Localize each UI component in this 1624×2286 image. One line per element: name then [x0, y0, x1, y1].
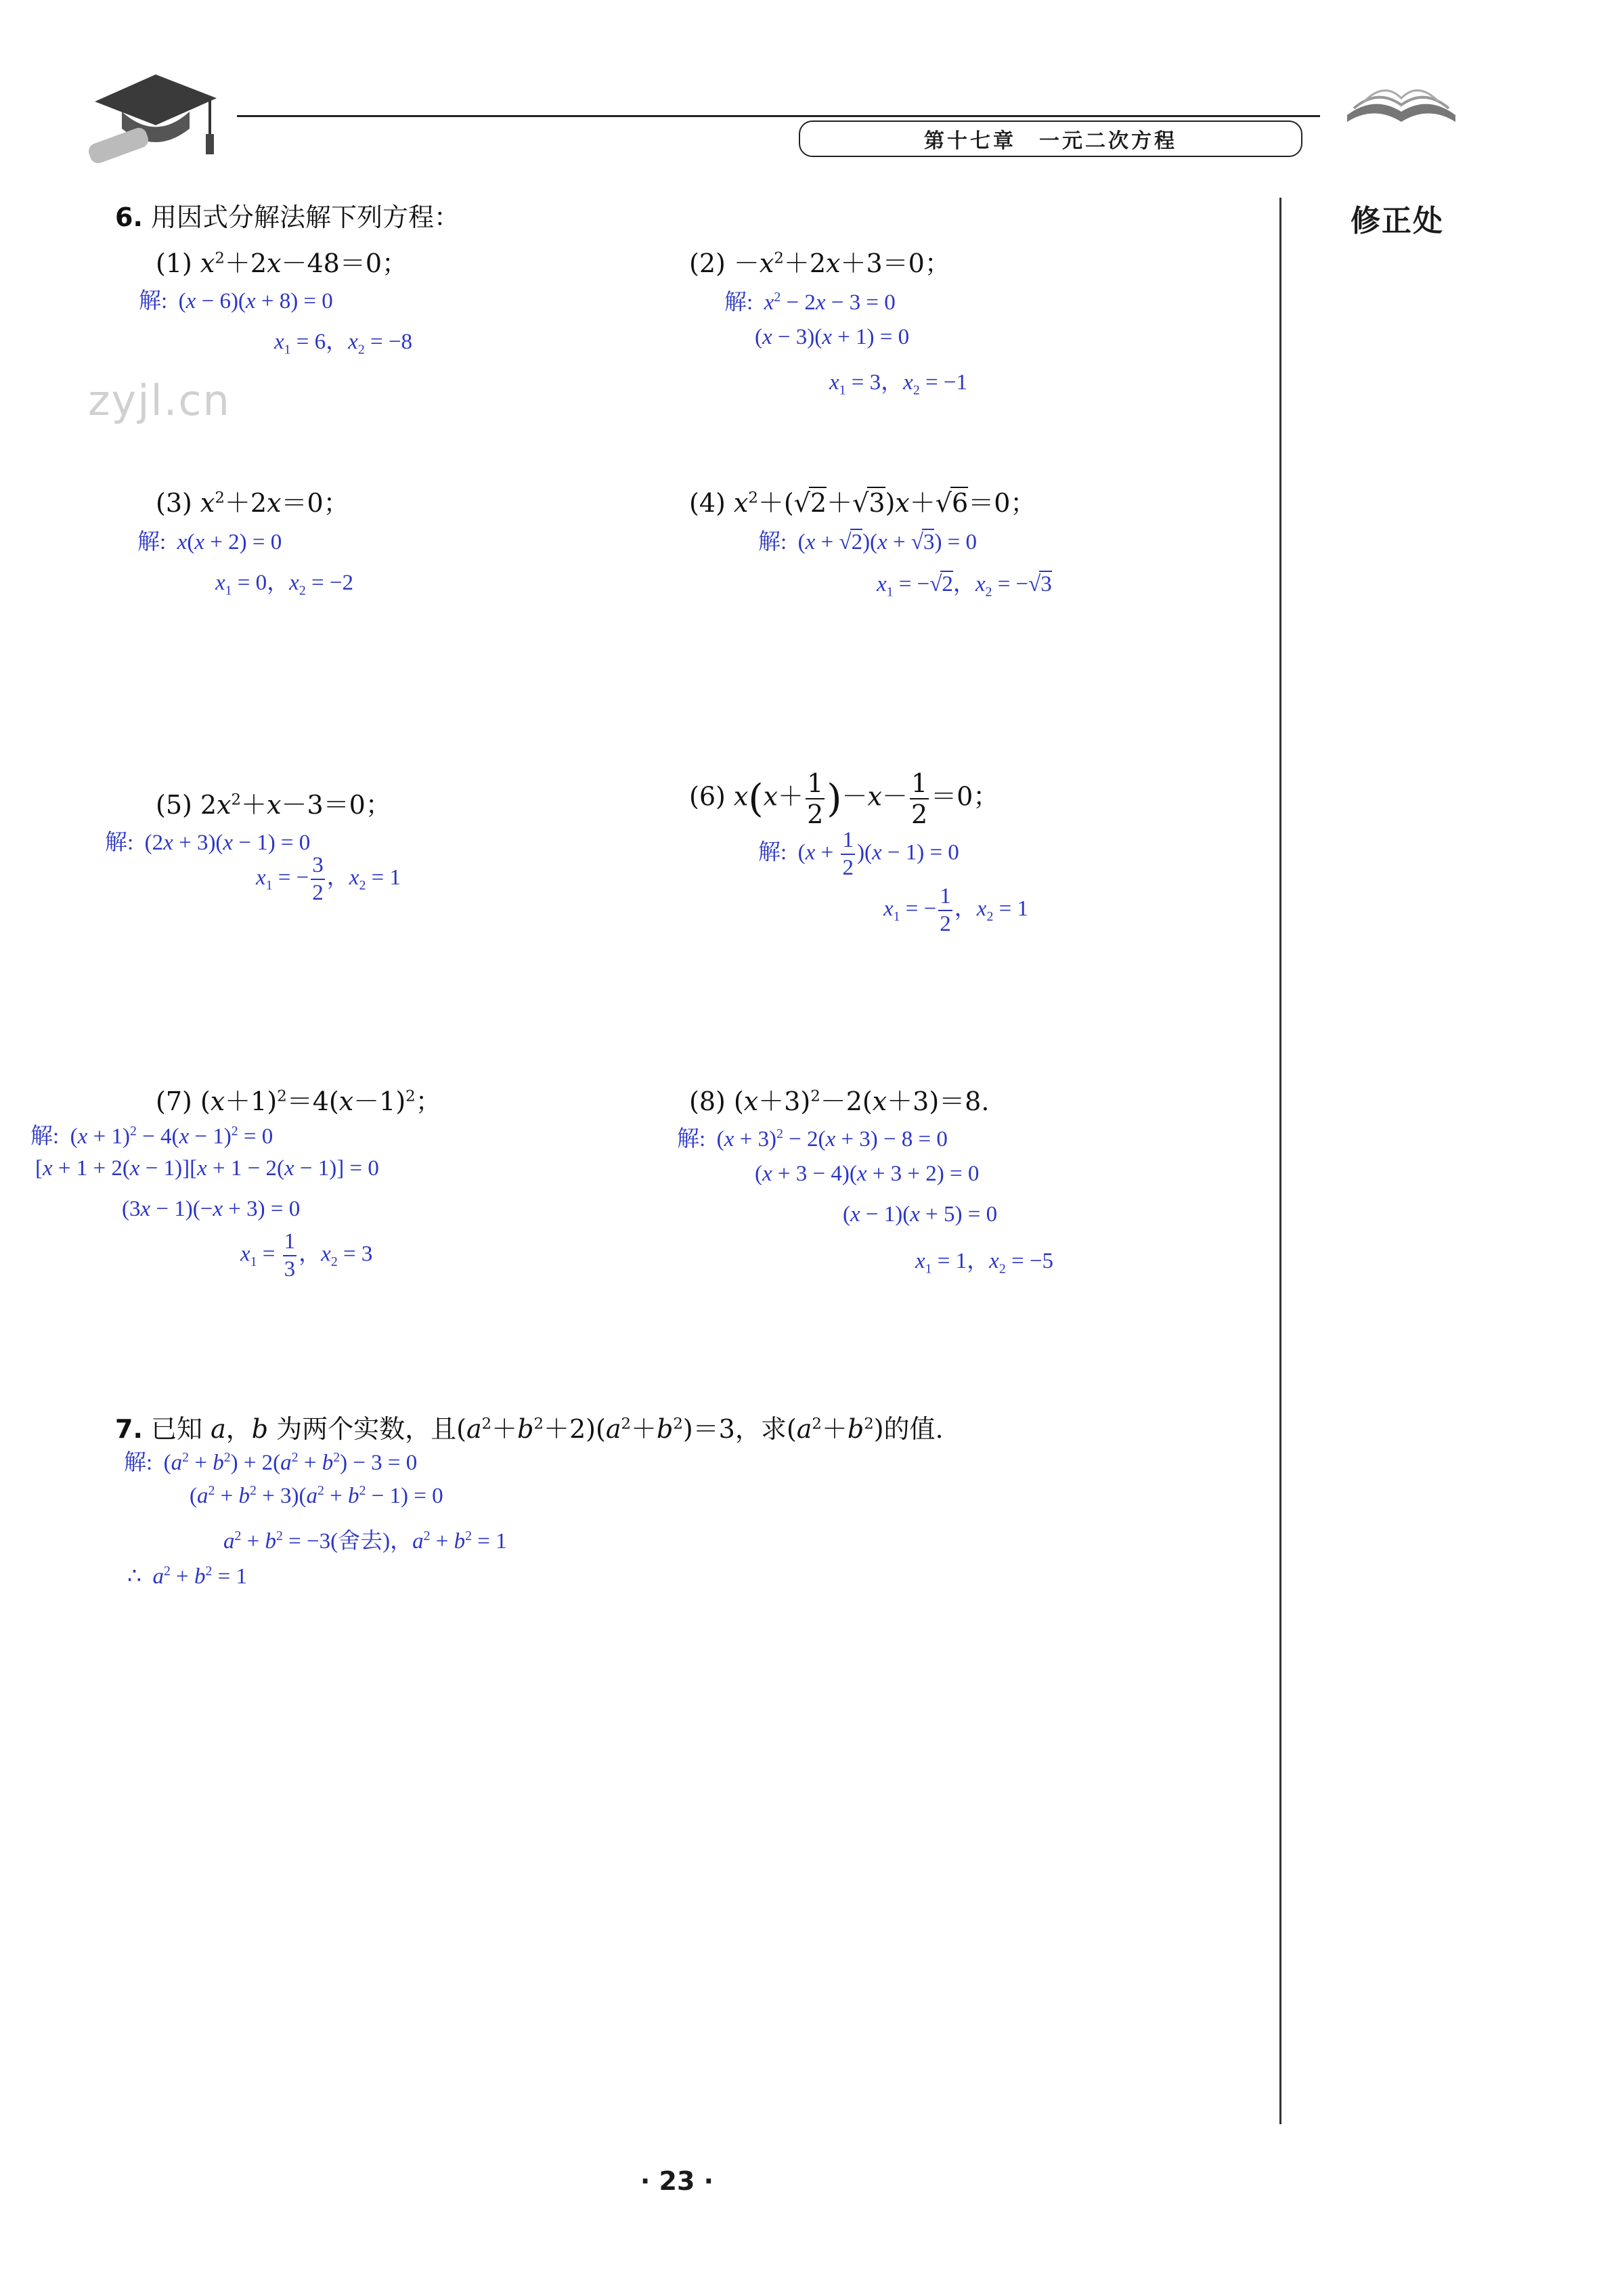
solution-label: 解: [758, 530, 787, 554]
solution-2-line-2: (x − 3)(x + 1) = 0 [755, 325, 910, 349]
problem-3: (3) $x^2+2x=0$； [156, 488, 349, 518]
solution-6-line-2: $x_1$ = − $\frac{1}{2}$ ，$x_2 = 1$ [883, 884, 1028, 936]
problem-label: (1) [156, 248, 192, 278]
solution-q7-line-1: 解: $(a^2 + b^2) + 2(a^2 + b^2) - 3 = 0$ [124, 1450, 418, 1475]
question-text: 用因式分解法解下列方程： [150, 202, 460, 232]
solution-1-line-2: $x_1 = 6$，$x_2 = -8$ [274, 330, 412, 357]
solution-2-line-1: 解: $x^2 - 2x - 3 = 0$ [724, 290, 896, 315]
problem-label: (4) [689, 488, 726, 518]
watermark: zyjl.cn [88, 376, 231, 425]
solution-q7-line-3: $a^2 + b^2 = -3$(舍去)，$a^2 + b^2 = 1$ [223, 1529, 507, 1554]
problem-2: $(2) -x^2+2x+3=0$； [689, 248, 950, 278]
solution-5-line-1: 解: (2x + 3)(x − 1) = 0 [105, 831, 311, 855]
problem-6: (6) x(x＋ $\frac{1}{2}$ )－x－ $\frac{1}{2}$ ＝0； [689, 768, 999, 829]
problem-4: (4) $x^2+(√2+√3)x+√6=0$； [689, 488, 1036, 518]
discard-note: (舍去) [330, 1529, 391, 1554]
question-6-title [115, 196, 460, 234]
solution-q7-line-2: $(a^2 + b^2 + 3)(a^2 + b^2 - 1) = 0$ [190, 1483, 443, 1508]
question-number: 7. [115, 1414, 143, 1444]
problem-label: (5) [156, 790, 192, 820]
solution-label: 解: [677, 1127, 706, 1151]
problem-label: (8) [689, 1086, 726, 1116]
header-rule [237, 115, 1320, 117]
problem-label: (7) [156, 1086, 192, 1116]
solution-4-line-1: 解: (x + √2)(x + √3) = 0 [758, 530, 978, 554]
solution-7-line-2: [x + 1 + 2(x − 1)][x + 1 − 2(x − 1)] = 0 [35, 1156, 379, 1181]
margin-divider [1279, 198, 1281, 2124]
solution-1-line-1: 解: (x − 6)(x + 8) = 0 [139, 289, 333, 313]
solution-8-line-2: (x + 3 − 4)(x + 3 + 2) = 0 [755, 1162, 980, 1186]
solution-8-line-3: (x − 1)(x + 5) = 0 [843, 1202, 998, 1227]
problem-label: (2) [689, 248, 726, 278]
solution-7-line-3: (3x − 1)(−x + 3) = 0 [122, 1197, 301, 1221]
solution-label: 解: [139, 289, 168, 313]
problem-7: (7) $(x+1)^2=4(x-1)^2$； [156, 1086, 441, 1116]
solution-7-line-1: 解: $(x + 1)^2 - 4(x - 1)^2 = 0$ [30, 1124, 273, 1149]
solution-label: 解: [758, 840, 787, 865]
solution-6-line-1: 解: (x + $\frac{1}{2}$ )(x − 1) = 0 [758, 828, 959, 880]
problem-5: (5) $2x^2+x-3=0$； [156, 790, 391, 820]
page-number: · 23 · [640, 2166, 714, 2196]
question-number: 6. [115, 202, 143, 232]
solution-label: 解: [105, 831, 134, 855]
therefore-symbol: ∴ [127, 1564, 141, 1589]
solution-3-line-2: $x_1 = 0$，$x_2 = -2$ [215, 571, 353, 598]
solution-5-line-2: $x_1$ = − $\frac{3}{2}$ ，$x_2 = 1$ [256, 853, 401, 905]
correction-label: 修正处 [1351, 204, 1444, 238]
problem-label: (3) [156, 488, 192, 518]
solution-label: 解: [30, 1124, 60, 1149]
solution-q7-line-4: ∴ $a^2 + b^2 = 1$ [127, 1564, 248, 1589]
solution-label: 解: [137, 530, 167, 554]
problem-1: (1) $x^2+2x-48=0$； [156, 248, 408, 278]
solution-8-line-1: 解: $(x + 3)^2 - 2(x + 3) - 8 = 0$ [677, 1126, 948, 1151]
solution-label: 解: [124, 1451, 153, 1475]
solution-label: 解: [724, 290, 753, 315]
problem-8: (8) $(x+3)^2-2(x+3)=8$. [689, 1086, 990, 1116]
solution-8-line-4: $x_1 = 1$，$x_2 = -5$ [915, 1249, 1053, 1277]
solution-4-line-2: $x_1 = -√2$，$x_2 = -√3$ [877, 572, 1052, 600]
problem-label: (6) [689, 781, 726, 812]
chapter-title: 第十七章 一元二次方程 [799, 120, 1302, 157]
solution-2-line-3: $x_1 = 3$，$x_2 = -1$ [829, 370, 967, 398]
open-book-icon [1344, 74, 1459, 129]
question-7-title: 7. 已知 a，b 为两个实数，且$(a^2+b^2+2)(a^2+b^2)=3$，求$(a^2+b^2)$的值. [115, 1414, 944, 1444]
solution-7-line-4: $x_1$ = $\frac{1}{3}$ ，$x_2 = 3$ [240, 1229, 373, 1281]
solution-3-line-1: 解: x(x + 2) = 0 [137, 530, 282, 554]
graduation-cap-icon [81, 61, 230, 169]
